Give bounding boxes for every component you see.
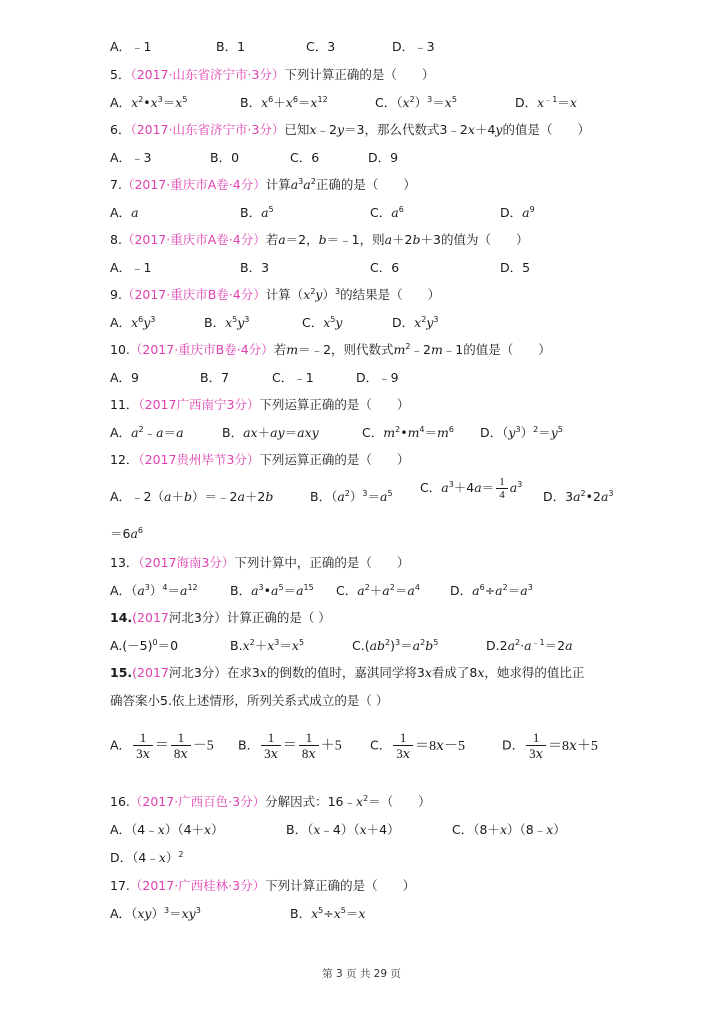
question-11: 11．（2017广西南宁3分）下列运算正确的是（ ） — [110, 397, 410, 412]
q8-option-b: B．3 — [240, 260, 270, 275]
q8-option-a: A．﹣1 — [110, 260, 152, 275]
option-b: B．1 — [216, 39, 246, 54]
q13-option-a: A．$(a^3)^4=a^{12}$ — [110, 583, 198, 598]
question-16: 16.（2017·广西百色·3分）分解因式：$16﹣x^2=$（ ） — [110, 794, 431, 809]
q7-option-b: B．$a^5$ — [240, 205, 274, 220]
q16-option-b: B．（x﹣4）（x＋4） — [286, 822, 400, 837]
q7-option-d: D．$a^9$ — [500, 205, 535, 220]
q14-option-b: $B.x^2+x^3=x^5$ — [230, 638, 305, 653]
q17-option-a: A．$(xy)^3=xy^3$ — [110, 906, 201, 921]
q14-option-a: $A.(-5)^0=0$ — [110, 638, 179, 653]
question-13: 13．（2017海南3分）下列计算中，正确的是（ ） — [110, 555, 410, 570]
q13-option-b: B．$a^3•a^5=a^{15}$ — [230, 583, 314, 598]
q7-option-a: A．a — [110, 205, 139, 220]
question-15: 15.(2017河北3分）在求3x的倒数的值时，嘉淇同学将3x看成了8x，她求得的值比正 — [110, 665, 585, 680]
option-d: D．﹣3 — [392, 39, 435, 54]
question-10: 10.（2017·重庆市B卷·4分）若m＝﹣2，则代数式$m^2﹣2m﹣1$的值是（ ） — [110, 342, 551, 357]
q11-option-d: D．$(y^3)^2=y^5$ — [480, 425, 563, 440]
q7-option-c: C．$a^6$ — [370, 205, 404, 220]
q6-option-d: D．9 — [368, 150, 399, 165]
q9-option-c: C．$x^5y$ — [302, 315, 343, 330]
q6-option-c: C．6 — [290, 150, 320, 165]
q6-option-a: A．﹣3 — [110, 150, 152, 165]
q16-option-d: D．（4﹣x）$^2$ — [110, 850, 184, 865]
question-14: 14.(2017河北3分）计算正确的是（ ） — [110, 610, 331, 625]
q12-option-a: A．﹣2（a＋b）＝﹣2a＋2b — [110, 489, 274, 504]
question-8: 8.（2017·重庆市A卷·4分）若a＝2，b＝﹣1，则a＋2b＋3的值为（ ） — [110, 232, 529, 247]
question-17: 17.（2017·广西桂林·3分）下列计算正确的是（ ） — [110, 878, 416, 893]
q14-option-c: $C.(ab^2)^3=a^2b^5$ — [352, 638, 439, 653]
q6-option-b: B．0 — [210, 150, 240, 165]
q16-option-c: C．（8＋x）（8﹣x） — [452, 822, 566, 837]
q12-option-d-cont: $=6a^6$ — [110, 526, 143, 541]
q15-option-b: B． $\frac{1}{3x}$ ＝ $\frac{1}{8x}$ ＋5 — [238, 730, 342, 762]
q11-option-b: B．ax＋ay＝axy — [222, 425, 319, 440]
question-5: 5．（2017·山东省济宁市·3分）下列计算正确的是（ ） — [110, 67, 435, 82]
q9-option-a: A．$x^6y^3$ — [110, 315, 156, 330]
q5-option-c: C．$(x^2)^3=x^5$ — [375, 95, 457, 110]
q15-option-d: D． $\frac{1}{3x}$ ＝8x＋5 — [502, 730, 598, 762]
option-a: A．﹣1 — [110, 39, 152, 54]
question-7: 7.（2017·重庆市A卷·4分）计算$a^3a^2$正确的是（ ） — [110, 177, 416, 192]
q5-option-b: B．$x^6+x^6=x^{12}$ — [240, 95, 328, 110]
page-footer: 第 3 页 共 29 页 — [322, 968, 401, 980]
q14-option-d: $D.2a^2\cdot a^{﹣1}=2a$ — [486, 638, 573, 653]
question-9: 9.（2017·重庆市B卷·4分）计算$(x^2y)^3$的结果是（ ） — [110, 287, 441, 302]
q10-option-b: B．7 — [200, 370, 230, 385]
q15-option-a: A． $\frac{1}{3x}$ ＝ $\frac{1}{8x}$ －5 — [110, 730, 214, 762]
option-c: C．3 — [306, 39, 336, 54]
q10-option-c: C．﹣1 — [272, 370, 314, 385]
q5-option-d: D．$x^{﹣1}=x$ — [515, 95, 577, 110]
q12-option-d: D．$3a^2•2a^3$ — [543, 489, 614, 504]
question-12: 12．（2017贵州毕节3分）下列运算正确的是（ ） — [110, 452, 410, 467]
q12-option-b: B．$(a^2)^3=a^5$ — [310, 489, 393, 504]
q9-option-b: B．$x^5y^3$ — [204, 315, 250, 330]
q8-option-d: D．5 — [500, 260, 531, 275]
q12-option-c: C．$a^3+4a=$ $\frac{1}{4}$ $a^3$ — [420, 476, 523, 501]
q10-option-a: A．9 — [110, 370, 140, 385]
q9-option-d: D．$x^2y^3$ — [392, 315, 439, 330]
q11-option-a: A．$a^2﹣a=a$ — [110, 425, 184, 440]
q17-option-b: B．$x^5\div x^5=x$ — [290, 906, 366, 921]
question-15-line-2: 确答案小5.依上述情形，所列关系式成立的是（ ） — [110, 693, 389, 708]
q13-option-d: D．$a^6\div a^2=a^3$ — [450, 583, 533, 598]
q8-option-c: C．6 — [370, 260, 400, 275]
q15-option-c: C． $\frac{1}{3x}$ ＝8x－5 — [370, 730, 465, 762]
question-6: 6．（2017·山东省济宁市·3分）已知x﹣2y＝3，那么代数式3﹣2x＋4y的值是（ ） — [110, 122, 590, 137]
q11-option-c: C．$m^2•m^4=m^6$ — [362, 425, 454, 440]
q16-option-a: A．（4﹣x）（4＋x） — [110, 822, 224, 837]
q5-option-a: A．$x^2•x^3=x^5$ — [110, 95, 188, 110]
q13-option-c: C．$a^2+a^2=a^4$ — [336, 583, 420, 598]
q10-option-d: D．﹣9 — [356, 370, 399, 385]
